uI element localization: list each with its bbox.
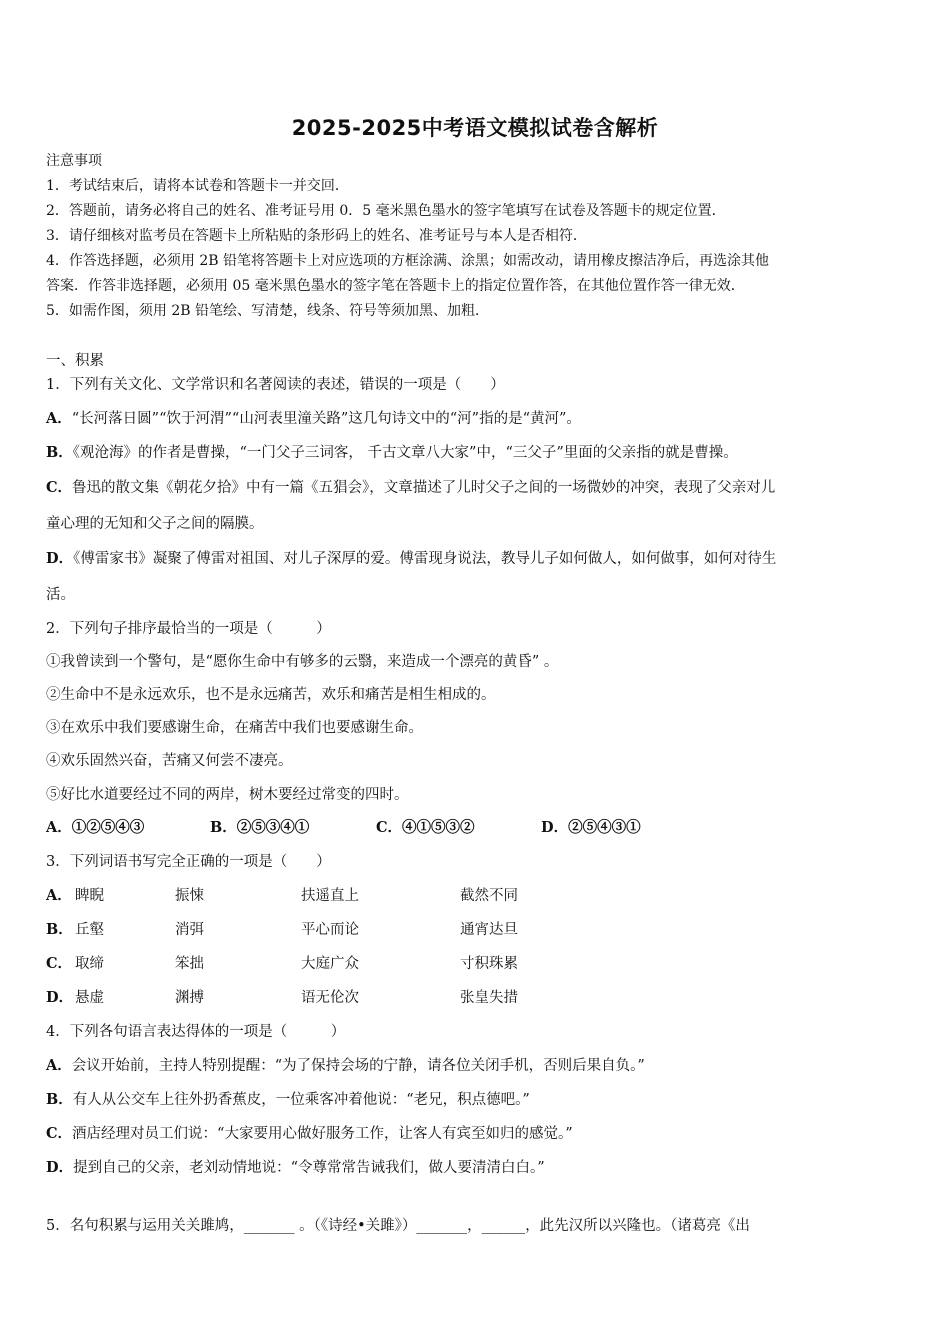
sentence-1: ①我曾读到一个警句，是“愿你生命中有够多的云翳，来造成一个漂亮的黄昏” 。: [46, 654, 559, 670]
word: 丘壑: [75, 922, 104, 938]
word: 语无伦次: [301, 990, 359, 1006]
option-d: [46, 1158, 545, 1178]
sentence-4: ④欢乐固然兴奋，苦痛又何尝不凄亮。: [46, 753, 293, 769]
option-c: C．④①⑤③②: [376, 819, 475, 836]
option-label: D．: [46, 989, 74, 1006]
option-text: 《观沧海》的作者是曹操，“一门父子三词客， 千古文章八大家”中，“三父子”里面的父亲指的就是曹操。: [72, 445, 738, 461]
option-d: [46, 549, 776, 569]
option-label: C．: [46, 955, 73, 972]
option-c-continued: 童心理的无知和父子之间的隔膜。: [46, 516, 264, 532]
sentence-2: ②生命中不是永远欢乐，也不是永远痛苦，欢乐和痛苦是相生相成的。: [46, 687, 496, 703]
option-text: 提到自己的父亲，老刘动情地说：“令尊常常告诫我们，做人要清清白白。”: [73, 1160, 545, 1176]
word: 通宵达旦: [460, 922, 518, 938]
option-c: [46, 1124, 573, 1144]
word: 寸积珠累: [460, 956, 518, 972]
word: 截然不同: [460, 888, 518, 904]
word: 振悚: [175, 888, 204, 904]
option-label: B．: [46, 444, 73, 461]
option-label: B．: [46, 1091, 73, 1108]
word: 睥睨: [75, 888, 104, 904]
word: 悬虚: [75, 990, 104, 1006]
note-line: 1．考试结束后，请将本试卷和答题卡一并交回．: [46, 178, 349, 194]
option-b: [46, 1090, 530, 1110]
option-text: 酒店经理对员工们说：“大家要用心做好服务工作，让客人有宾至如归的感觉。”: [72, 1126, 573, 1142]
note-line: 5．如需作图，须用 2B 铅笔绘、写清楚，线条、符号等须加黑、加粗．: [46, 303, 490, 319]
notes-heading: 注意事项: [46, 153, 102, 169]
option-label: B．: [46, 921, 73, 938]
question-stem: 3．下列词语书写完全正确的一项是（ ）: [46, 854, 331, 870]
question-stem: 5．名句积累与运用关关雎鸠，_______ 。（《诗经•关雎》）_______，______，此先汉所以兴隆也。（诸葛亮《出: [46, 1218, 750, 1234]
word: 张皇失措: [460, 990, 518, 1006]
word: 渊搏: [175, 990, 204, 1006]
note-line: 答案．作答非选择题，必须用 05 毫米黑色墨水的签字笔在答题卡上的指定位置作答，在其他位置作答一律无效．: [46, 278, 745, 294]
option-label: D．: [46, 550, 74, 567]
word: 笨拙: [175, 956, 204, 972]
option-a: [46, 409, 581, 429]
option-label: A．: [46, 1057, 72, 1074]
question-stem: 2．下列句子排序最恰当的一项是（ ）: [46, 621, 331, 637]
option-b: [46, 443, 738, 463]
option-text: “长河落日圆”“饮于河渭”“山河表里潼关路”这几句诗文中的“河”指的是“黄河”。: [71, 411, 581, 427]
option-label: A．: [46, 887, 72, 904]
word: 平心而论: [301, 922, 359, 938]
word: 取缔: [75, 956, 104, 972]
note-line: 3．请仔细核对监考员在答题卡上所粘贴的条形码上的姓名、准考证号与本人是否相符．: [46, 228, 587, 244]
option-c: [46, 478, 775, 498]
page-title: 2025-2025中考语文模拟试卷含解析: [291, 116, 659, 140]
section-heading: 一、积累: [46, 353, 104, 369]
option-b: B．②⑤③④①: [210, 819, 310, 836]
note-line: 2．答题前，请务必将自己的姓名、准考证号用 0．5 毫米黑色墨水的签字笔填写在试卷及答题卡的规定位置．: [46, 203, 726, 219]
option-text: 《傅雷家书》凝聚了傅雷对祖国、对儿子深厚的爱。傅雷现身说法，教导儿子如何做人，如何做事，如何对待生: [73, 551, 777, 567]
question-stem: 1．下列有关文化、文学常识和名著阅读的表述，错误的一项是（ ）: [46, 377, 505, 393]
option-a: [46, 1056, 645, 1076]
sentence-5: ⑤好比水道要经过不同的两岸，树木要经过常变的四时。: [46, 787, 409, 803]
option-text: 有人从公交车上往外扔香蕉皮，一位乘客冲着他说：“老兄，积点德吧。”: [72, 1092, 530, 1108]
option-text: 会议开始前，主持人特别提醒：“为了保持会场的宁静，请各位关闭手机，否则后果自负。”: [71, 1058, 645, 1074]
option-text: 鲁迅的散文集《朝花夕拾》中有一篇《五猖会》，文章描述了儿时父子之间的一场微妙的冲突，表现了父亲对儿: [72, 480, 776, 496]
option-label: C．: [46, 1125, 73, 1142]
word: 大庭广众: [301, 956, 359, 972]
option-label: D．: [46, 1159, 74, 1176]
option-d: D．②⑤④③①: [541, 819, 641, 836]
sentence-3: ③在欢乐中我们要感谢生命，在痛苦中我们也要感谢生命。: [46, 720, 423, 736]
word: 消弭: [175, 922, 204, 938]
word: 扶遥直上: [301, 888, 359, 904]
option-a: A．①②⑤④③: [46, 819, 145, 836]
option-label: C．: [46, 479, 73, 496]
option-d-continued: 活。: [46, 587, 75, 603]
question-stem: 4．下列各句语言表达得体的一项是（ ）: [46, 1024, 346, 1040]
note-line: 4．作答选择题，必须用 2B 铅笔将答题卡上对应选项的方框涂满、涂黑；如需改动，请用橡皮擦洁净后，再选涂其他: [46, 253, 769, 269]
option-label: A．: [46, 410, 72, 427]
